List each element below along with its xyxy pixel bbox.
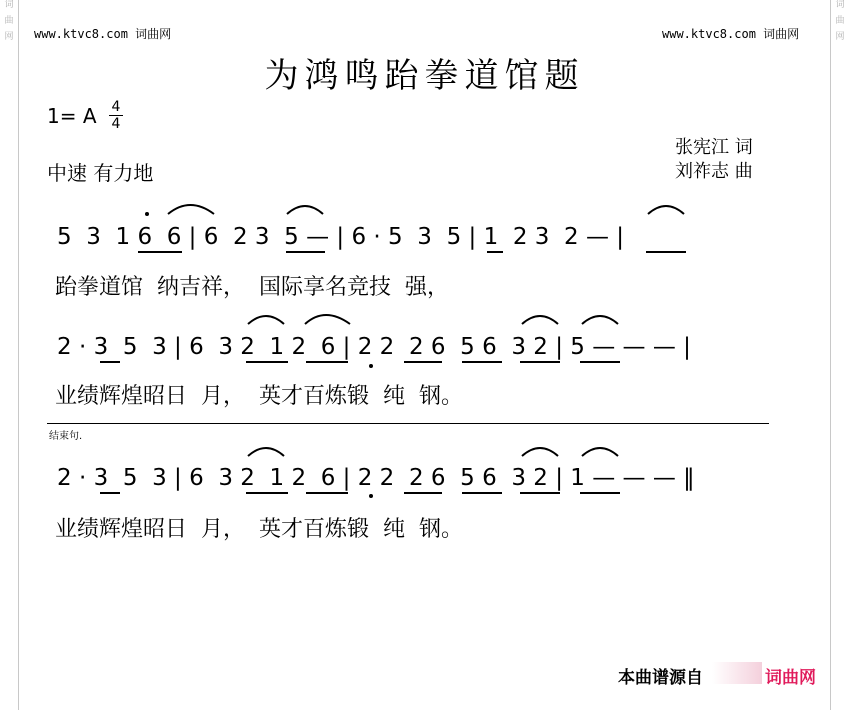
notation-line-1: 5 3 1 6 6 | 6 2 3 5 — | 6 · 5 3 5 | 1 2 3 2 — | (57, 224, 625, 250)
octave-dot (145, 212, 149, 216)
side-watermark-char: 网 (835, 32, 845, 42)
side-watermark-char: 曲 (4, 16, 14, 26)
slur-mark (582, 316, 618, 324)
footer-source-label: 本曲谱源自 (618, 668, 703, 688)
time-signature-bottom: 4 (109, 115, 123, 132)
tempo-marking: 中速 有力地 (47, 161, 154, 185)
slur-mark (248, 316, 284, 324)
watermark-url: www.ktvc8.com (662, 27, 756, 41)
key-signature: 1= A (47, 104, 97, 128)
lyric-line-2: 业绩辉煌昭日 月， 英才百炼锻 纯 钢。 (55, 384, 463, 409)
lyric-line-3: 业绩辉煌昭日 月， 英才百炼锻 纯 钢。 (55, 517, 463, 542)
slur-mark (648, 206, 684, 214)
side-watermark-char: 网 (4, 32, 14, 42)
notation-line-3: 2 · 3 5 3 | 6 3 2 1 2 6 | 2 2 2 6 5 6 3 2 | 1 — — — ‖ (57, 465, 695, 491)
lyric-line-1: 跆拳道馆 纳吉祥， 国际享名竞技 强， (55, 275, 449, 300)
side-watermark-char: 曲 (835, 16, 845, 26)
watermark-site-name: 词曲网 (135, 27, 172, 41)
song-title: 为鸿鸣跆拳道馆题 (264, 56, 585, 96)
slur-mark (522, 316, 558, 324)
ending-label: 结束句. (49, 431, 83, 442)
slur-mark (287, 206, 323, 214)
notation-line-2: 2 · 3 5 3 | 6 3 2 1 2 6 | 2 2 2 6 5 6 3 2 | 5 — — — | (57, 334, 691, 360)
slur-mark (248, 448, 284, 456)
slur-mark (168, 205, 214, 214)
slur-mark (522, 448, 558, 456)
side-watermark-char: 词 (4, 0, 14, 10)
slur-mark (582, 448, 618, 456)
lyricist-credit: 张宪江 词 (675, 137, 753, 158)
footer-logo-fade (712, 662, 762, 684)
side-watermark-char: 词 (835, 0, 845, 10)
octave-dot (369, 364, 373, 368)
slur-mark (305, 315, 350, 324)
watermark-url: www.ktvc8.com (34, 27, 128, 41)
watermark-site-name: 词曲网 (763, 27, 800, 41)
composer-credit: 刘祚志 曲 (675, 161, 753, 182)
footer-site-logo: 词曲网 (765, 668, 816, 688)
time-signature-top: 4 (111, 99, 121, 115)
octave-dot (369, 494, 373, 498)
